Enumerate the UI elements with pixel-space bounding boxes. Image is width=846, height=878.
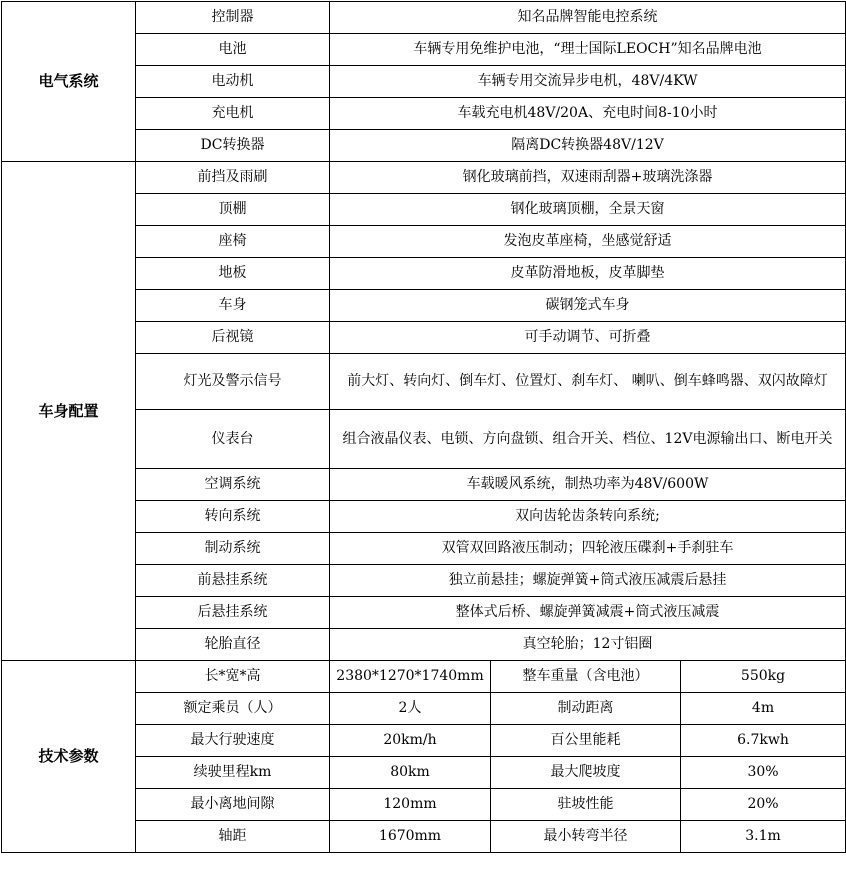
param-value: 550kg xyxy=(681,661,846,693)
table-row xyxy=(2,2,846,34)
spec-label: 后视镜 xyxy=(136,322,330,354)
spec-value: 组合液晶仪表、电锁、方向盘锁、组合开关、档位、12V电源输出口、断电开关 xyxy=(330,410,846,469)
spec-label: 控制器 xyxy=(136,2,330,34)
spec-label: 空调系统 xyxy=(136,469,330,501)
param-label: 最小转弯半径 xyxy=(491,821,681,853)
param-label: 最大爬坡度 xyxy=(491,757,681,789)
param-value: 3.1m xyxy=(681,821,846,853)
spec-label: DC转换器 xyxy=(136,130,330,162)
param-value: 20% xyxy=(681,789,846,821)
spec-label: 后悬挂系统 xyxy=(136,597,330,629)
spec-label: 前悬挂系统 xyxy=(136,565,330,597)
param-label: 整车重量（含电池） xyxy=(491,661,681,693)
param-value: 120mm xyxy=(330,789,491,821)
spec-value: 钢化玻璃前挡，双速雨刮器+玻璃洗涤器 xyxy=(330,162,846,194)
spec-value: 双管双回路液压制动；四轮液压碟刹+手刹驻车 xyxy=(330,533,846,565)
spec-value: 发泡皮革座椅，坐感觉舒适 xyxy=(330,226,846,258)
spec-value: 知名品牌智能电控系统 xyxy=(330,2,846,34)
spec-label: 仪表台 xyxy=(136,410,330,469)
param-label: 额定乘员（人） xyxy=(136,693,330,725)
spec-value: 皮革防滑地板，皮革脚垫 xyxy=(330,258,846,290)
param-value: 80km xyxy=(330,757,491,789)
tech-section-title: 技术参数 xyxy=(2,661,136,853)
param-value: 20km/h xyxy=(330,725,491,757)
param-label: 最小离地间隙 xyxy=(136,789,330,821)
spec-label: 座椅 xyxy=(136,226,330,258)
spec-value: 双向齿轮齿条转向系统; xyxy=(330,501,846,533)
spec-label: 电动机 xyxy=(136,66,330,98)
spec-table xyxy=(1,1,846,853)
spec-value: 可手动调节、可折叠 xyxy=(330,322,846,354)
spec-label: 车身 xyxy=(136,290,330,322)
spec-value: 真空轮胎；12寸铝圈 xyxy=(330,629,846,661)
spec-label: 灯光及警示信号 xyxy=(136,354,330,410)
spec-label: 电池 xyxy=(136,34,330,66)
param-label: 轴距 xyxy=(136,821,330,853)
electrical-section-title: 电气系统 xyxy=(2,2,136,162)
spec-label: 顶棚 xyxy=(136,194,330,226)
param-label: 百公里能耗 xyxy=(491,725,681,757)
param-label: 最大行驶速度 xyxy=(136,725,330,757)
spec-label: 前挡及雨刷 xyxy=(136,162,330,194)
spec-value: 独立前悬挂；螺旋弹簧+筒式液压减震后悬挂 xyxy=(330,565,846,597)
spec-label: 转向系统 xyxy=(136,501,330,533)
spec-value: 前大灯、转向灯、倒车灯、位置灯、刹车灯、 喇叭、倒车蜂鸣器、双闪故障灯 xyxy=(330,354,846,410)
param-value: 30% xyxy=(681,757,846,789)
spec-value: 隔离DC转换器48V/12V xyxy=(330,130,846,162)
spec-value: 车载充电机48V/20A、充电时间8-10小时 xyxy=(330,98,846,130)
spec-value: 车载暖风系统，制热功率为48V/600W xyxy=(330,469,846,501)
param-value: 2人 xyxy=(330,693,491,725)
param-label: 驻坡性能 xyxy=(491,789,681,821)
param-label: 长*宽*高 xyxy=(136,661,330,693)
spec-value: 钢化玻璃顶棚，全景天窗 xyxy=(330,194,846,226)
spec-value: 碳钢笼式车身 xyxy=(330,290,846,322)
spec-label: 充电机 xyxy=(136,98,330,130)
spec-label: 地板 xyxy=(136,258,330,290)
param-label: 制动距离 xyxy=(491,693,681,725)
param-label: 续驶里程km xyxy=(136,757,330,789)
spec-label: 制动系统 xyxy=(136,533,330,565)
spec-value: 车辆专用交流异步电机，48V/4KW xyxy=(330,66,846,98)
param-value: 2380*1270*1740mm xyxy=(330,661,491,693)
param-value: 4m xyxy=(681,693,846,725)
spec-value: 车辆专用免维护电池，“理士国际LEOCH”知名品牌电池 xyxy=(330,34,846,66)
table-row xyxy=(2,162,846,194)
table-row xyxy=(2,661,846,693)
body-section-title: 车身配置 xyxy=(2,162,136,661)
param-value: 1670mm xyxy=(330,821,491,853)
param-value: 6.7kwh xyxy=(681,725,846,757)
spec-value: 整体式后桥、螺旋弹簧减震+筒式液压减震 xyxy=(330,597,846,629)
spec-label: 轮胎直径 xyxy=(136,629,330,661)
